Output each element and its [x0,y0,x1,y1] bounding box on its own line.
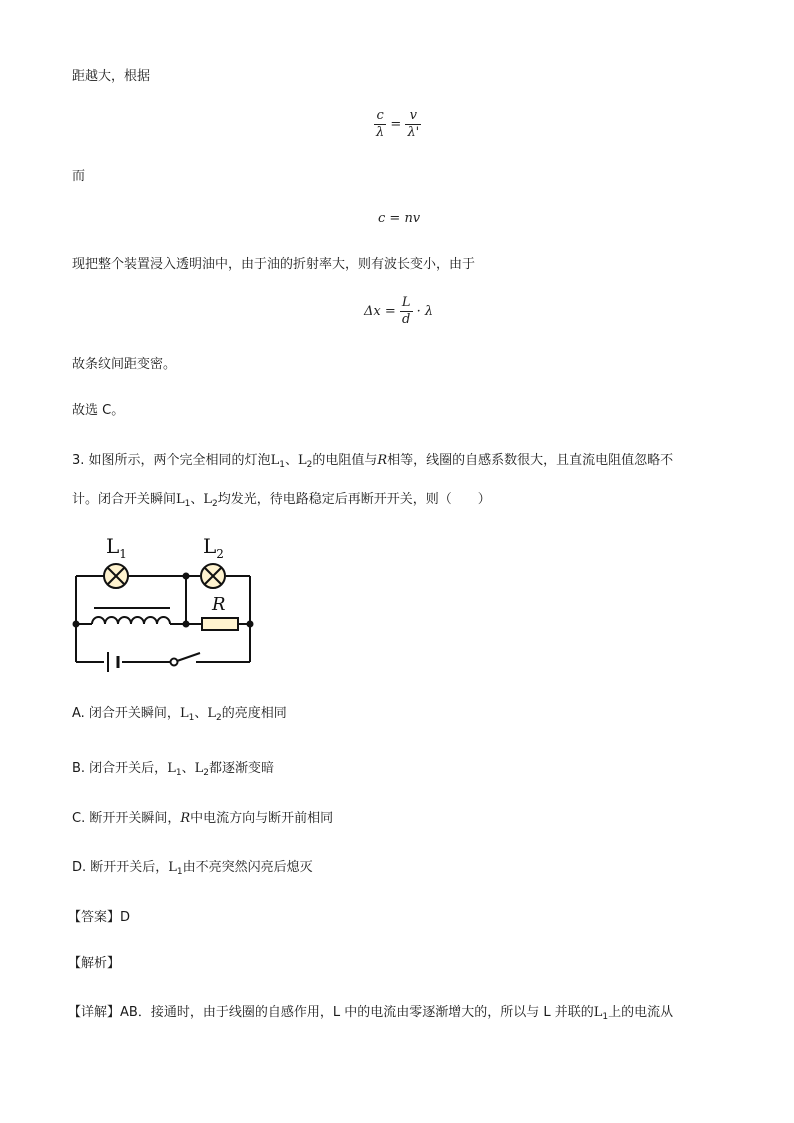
option-d [72,859,313,881]
detail-label: 【详解】 [68,1005,121,1020]
subscript: 1 [184,499,191,509]
option-b [72,760,274,782]
stem-text: 的电阻值与 [312,453,378,468]
lamp-l1-icon [104,564,128,588]
detail-text: AB．接通时，由于线圈的自感作用，L 中的电流由零逐渐增大的，所以与 L 并联的 [120,1005,594,1020]
fraction [400,295,413,328]
lamp-label: L [297,453,307,468]
subscript: 1 [602,1012,609,1022]
denominator: λ' [407,125,420,140]
junction-dot [183,573,190,580]
numerator: c [374,108,386,125]
junction-dot [247,621,254,628]
detail-text: 上的电流从 [608,1005,674,1020]
option-c [72,810,333,828]
separator: 、 [181,761,195,776]
text-line: 而 [72,169,86,184]
stem-text: 均发光，待电路稳定后再断开开关，则（ ） [217,492,491,507]
detail-line [68,1004,673,1026]
stem-text: 相等，线圈的自感系数很大，且直流电阻值忽略不 [387,453,674,468]
subscript: 1 [188,713,195,723]
lamp-label: L [593,1005,603,1020]
numerator: L [401,295,411,310]
answer-line [68,909,130,927]
separator: 、 [284,453,298,468]
stem-text: 如图所示，两个完全相同的灯泡 [88,453,271,468]
subscript: 2 [215,713,222,723]
battery-icon [108,652,118,672]
answer-label: 【答案】 [68,910,121,925]
text-line: 现把整个装置浸入透明油中，由于油的折射率大，则有波长变小，由于 [72,257,476,272]
subscript: 2 [306,460,313,470]
option-text: 由不亮突然闪亮后熄灭 [182,860,313,875]
answer-value: D [120,910,131,925]
figure-label-l2: $L_2$ [203,534,224,561]
question-stem-line-2 [72,491,491,513]
text-line: 故选 C。 [72,403,125,418]
lamp-label: L [168,860,177,875]
switch-icon [171,653,201,666]
circuit-diagram [66,530,266,675]
fraction [405,108,421,141]
option-text: A. 闭合开关瞬间， [72,706,180,721]
resistor-icon [202,618,238,630]
equation-c-nv: c = nv [378,211,421,226]
lamp-label: L [176,492,185,507]
question-stem-line-1 [72,452,673,474]
fraction [374,108,386,141]
analysis-label: 【解析】 [68,956,121,971]
subscript: 1 [279,460,285,470]
text-line: 距越大，根据 [72,69,151,84]
lamp-label: L [270,453,280,468]
option-text: D. 断开开关后， [72,860,169,875]
denominator: λ [376,125,385,140]
junction-dot [73,621,80,628]
junction-dot [183,621,190,628]
question-number: 3. [72,453,85,468]
inductor-coil-icon [92,608,170,624]
resistor-symbol: R [377,453,388,468]
subscript: 1 [176,867,183,877]
numerator: v [405,108,421,125]
stem-text: 计。闭合开关瞬间 [72,492,177,507]
figure-label-r: R [212,594,226,615]
equals-sign: = [390,117,402,132]
lamp-label: L [203,492,213,507]
lamp-label: L [179,706,189,721]
lamp-l2-icon [201,564,225,588]
equation-fringe-spacing [364,295,433,328]
resistor-symbol: R [180,811,191,826]
lamp-label: L [207,706,216,721]
option-text: 中电流方向与断开前相同 [190,811,334,826]
text-line: 故条纹间距变密。 [72,357,177,372]
equation-lhs: Δx = [364,304,396,319]
subscript: 1 [175,768,182,778]
option-text: B. 闭合开关后， [72,761,168,776]
subscript: 2 [212,499,218,509]
denominator: d [402,312,411,327]
option-text: 的亮度相同 [221,706,287,721]
option-text: C. 断开开关瞬间， [72,811,181,826]
figure-label-l1: $L_1$ [106,534,127,561]
subscript: 2 [203,768,209,778]
equation-ratio [374,108,421,141]
separator: 、 [190,492,204,507]
equation-tail: · λ [416,304,434,319]
lamp-label: L [167,761,176,776]
option-a [72,705,287,727]
lamp-label: L [194,761,204,776]
option-text: 都逐渐变暗 [208,761,274,776]
separator: 、 [194,706,208,721]
